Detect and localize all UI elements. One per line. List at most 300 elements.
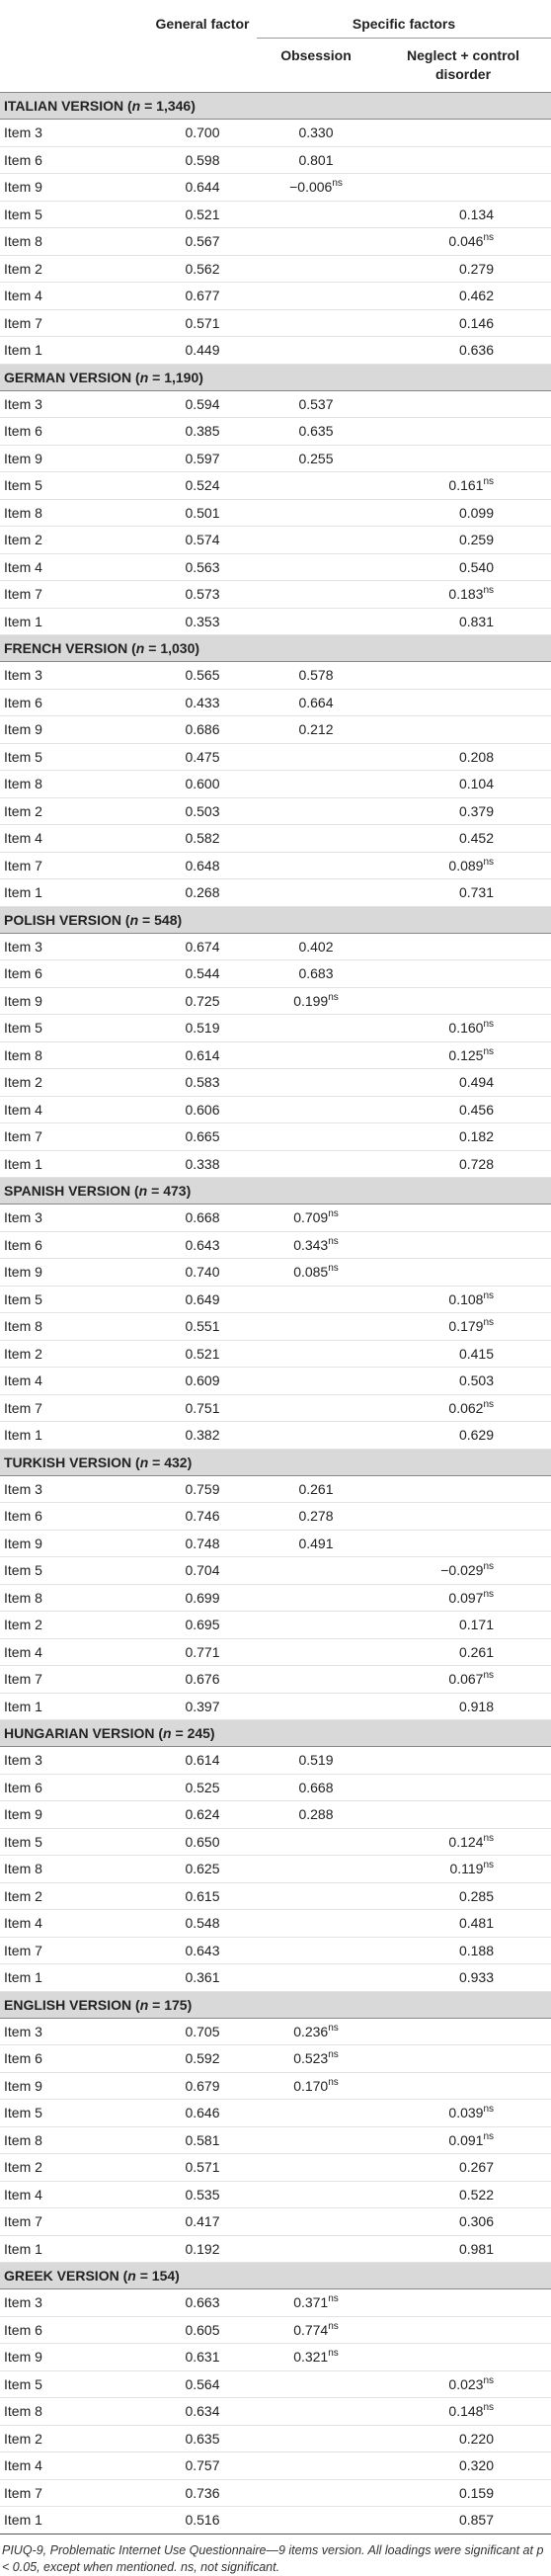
general-loading: [148, 309, 257, 337]
neglect-loading: [375, 1530, 551, 1557]
item-label: [0, 2235, 148, 2263]
table-row: [0, 1313, 551, 1341]
general-loading: [148, 1205, 257, 1232]
section-header-row: [0, 1720, 551, 1747]
section-sample-size: 548: [154, 911, 178, 928]
general-loading-value: 0.571: [185, 2159, 220, 2176]
neglect-loading: [375, 1422, 551, 1450]
item-label: [0, 1964, 148, 1992]
neglect-loading: [375, 1964, 551, 1992]
general-loading: [148, 1394, 257, 1422]
table-row: [0, 2316, 551, 2344]
general-loading: [148, 283, 257, 310]
table-row: [0, 1503, 551, 1531]
table-row: [0, 445, 551, 472]
item-label: [0, 771, 148, 798]
item-label: [0, 527, 148, 554]
obsession-loading: [257, 1828, 375, 1856]
item-label-value: Item 3: [4, 938, 42, 955]
obsession-loading-value: 0.578: [298, 667, 334, 684]
neglect-loading-value: 0.161: [448, 477, 484, 494]
general-loading: [148, 2100, 257, 2127]
obsession-loading-value: 0.523: [293, 2050, 329, 2067]
item-label-value: Item 9: [4, 1535, 42, 1551]
item-label-value: Item 3: [4, 1209, 42, 1226]
item-label-value: Item 6: [4, 1779, 42, 1795]
ns-marker: ns: [328, 1208, 339, 1220]
neglect-loading: [375, 1747, 551, 1775]
table-row: [0, 662, 551, 690]
item-label: [0, 1069, 148, 1097]
neglect-loading-value: 0.188: [458, 1942, 495, 1958]
general-loading-value: 0.563: [185, 558, 220, 575]
general-loading-value: 0.676: [185, 1671, 220, 1688]
table-row: [0, 987, 551, 1015]
table-row: [0, 2126, 551, 2154]
ns-marker: ns: [483, 232, 495, 244]
general-loading-value: 0.353: [185, 613, 220, 629]
item-label: [0, 1882, 148, 1910]
table-row: [0, 1286, 551, 1313]
ns-marker: ns: [483, 2104, 495, 2116]
item-label: [0, 716, 148, 744]
obsession-loading-value: 0.537: [298, 395, 334, 412]
neglect-loading-value: 0.091: [448, 2131, 484, 2148]
table-row: [0, 1638, 551, 1666]
section-header-row: [0, 2263, 551, 2289]
item-label-value: Item 4: [4, 2186, 42, 2202]
item-label: [0, 743, 148, 771]
table-row: [0, 1693, 551, 1720]
general-loading: [148, 553, 257, 581]
neglect-loading: [375, 1286, 551, 1313]
general-loading-value: 0.625: [185, 1861, 220, 1877]
general-loading-value: 0.475: [185, 748, 220, 765]
item-label: [0, 337, 148, 365]
item-label-value: Item 8: [4, 233, 42, 250]
general-loading-value: 0.524: [185, 477, 220, 494]
neglect-loading: [375, 390, 551, 418]
item-label: [0, 825, 148, 853]
item-label: [0, 146, 148, 174]
neglect-loading-value: 0.046: [448, 233, 484, 250]
neglect-loading: [375, 283, 551, 310]
item-label: [0, 283, 148, 310]
ns-marker: ns: [328, 991, 339, 1003]
item-label: [0, 2045, 148, 2073]
item-label-value: Item 6: [4, 965, 42, 982]
item-label-value: Item 4: [4, 1915, 42, 1932]
general-loading-value: 0.519: [185, 1020, 220, 1037]
general-loading-value: 0.564: [185, 2375, 220, 2392]
general-loading-value: 0.582: [185, 830, 220, 847]
item-label-value: Item 2: [4, 260, 42, 277]
item-label: [0, 1856, 148, 1883]
general-loading-value: 0.562: [185, 260, 220, 277]
table-row: [0, 2100, 551, 2127]
obsession-loading: [257, 146, 375, 174]
table-row: [0, 2181, 551, 2208]
general-loading: [148, 608, 257, 635]
general-loading-value: 0.574: [185, 532, 220, 548]
neglect-loading-value: 0.857: [458, 2512, 495, 2529]
section-name: GREEK VERSION: [4, 2268, 119, 2284]
general-loading-value: 0.433: [185, 694, 220, 710]
item-label-value: Item 6: [4, 423, 42, 440]
item-label-value: Item 2: [4, 1887, 42, 1904]
obsession-loading: [257, 689, 375, 716]
item-label: [0, 1584, 148, 1612]
item-label-value: Item 8: [4, 1861, 42, 1877]
general-loading-value: 0.695: [185, 1617, 220, 1633]
obsession-loading: [257, 1638, 375, 1666]
table-footnote: PIUQ-9, Problematic Internet Use Questionnaire—9 items version. All loadings were significant at p < 0.05, except when mentioned. ns, not significant.: [2, 2542, 544, 2574]
obsession-loading: [257, 2452, 375, 2480]
general-loading: [148, 1286, 257, 1313]
obsession-loading: [257, 2316, 375, 2344]
general-loading-value: 0.598: [185, 151, 220, 168]
item-label-value: Item 1: [4, 1427, 42, 1444]
table-row: [0, 1096, 551, 1123]
table-row: [0, 2344, 551, 2371]
neglect-loading: [375, 1150, 551, 1178]
general-loading: [148, 1584, 257, 1612]
item-label-value: Item 3: [4, 125, 42, 141]
general-loading: [148, 1693, 257, 1720]
item-label: [0, 852, 148, 879]
neglect-loading: [375, 2181, 551, 2208]
section-sample-size: 1,346: [156, 98, 192, 114]
neglect-loading-value: 0.125: [448, 1046, 484, 1063]
general-loading-value: 0.417: [185, 2213, 220, 2230]
item-label-value: Item 9: [4, 450, 42, 466]
table-row: [0, 1937, 551, 1964]
general-loading: [148, 2370, 257, 2398]
general-loading-value: 0.609: [185, 1372, 220, 1389]
obsession-loading: [257, 1313, 375, 1341]
obsession-loading: [257, 2018, 375, 2045]
table-row: [0, 2398, 551, 2426]
item-label-value: Item 8: [4, 1589, 42, 1606]
general-loading-value: 0.757: [185, 2457, 220, 2474]
item-label-value: Item 8: [4, 2131, 42, 2148]
neglect-loading: [375, 1856, 551, 1883]
general-loading-value: 0.677: [185, 288, 220, 304]
general-loading: [148, 825, 257, 853]
neglect-loading: [375, 472, 551, 500]
ns-marker: ns: [328, 2293, 339, 2305]
obsession-loading: [257, 716, 375, 744]
obsession-loading: [257, 960, 375, 988]
general-loading: [148, 1828, 257, 1856]
table-row: [0, 2235, 551, 2263]
general-loading-value: 0.382: [185, 1427, 220, 1444]
item-label: [0, 228, 148, 256]
ns-marker: ns: [483, 1860, 495, 1871]
general-loading: [148, 1422, 257, 1450]
table-row: [0, 2507, 551, 2534]
neglect-loading-value: 0.285: [458, 1887, 495, 1904]
item-label-value: Item 3: [4, 2294, 42, 2311]
neglect-loading-value: 0.124: [448, 1833, 484, 1850]
neglect-loading-value: 0.731: [458, 884, 495, 901]
obsession-loading: [257, 2045, 375, 2073]
general-loading: [148, 418, 257, 446]
obsession-loading: [257, 1584, 375, 1612]
neglect-loading: [375, 201, 551, 228]
neglect-loading-value: 0.259: [458, 532, 495, 548]
table-row: [0, 418, 551, 446]
general-loading: [148, 716, 257, 744]
general-loading: [148, 689, 257, 716]
section-name: ITALIAN VERSION: [4, 98, 124, 114]
table-row: [0, 472, 551, 500]
neglect-loading: [375, 2425, 551, 2452]
general-loading: [148, 2398, 257, 2426]
item-label-value: Item 7: [4, 586, 42, 603]
obsession-loading-value: 0.801: [298, 151, 334, 168]
neglect-loading-value: 0.728: [458, 1155, 495, 1172]
obsession-loading-value: 0.664: [298, 694, 334, 710]
general-loading-value: 0.521: [185, 1345, 220, 1362]
ns-marker: ns: [328, 2348, 339, 2360]
table-row: [0, 608, 551, 635]
general-loading-value: 0.748: [185, 1535, 220, 1551]
general-loading: [148, 527, 257, 554]
general-loading-value: 0.548: [185, 1915, 220, 1932]
item-label: [0, 1096, 148, 1123]
general-loading: [148, 255, 257, 283]
obsession-loading: [257, 418, 375, 446]
table-row: [0, 1828, 551, 1856]
general-loading: [148, 2452, 257, 2480]
neglect-loading-value: 0.981: [458, 2240, 495, 2257]
general-loading-value: 0.634: [185, 2403, 220, 2420]
neglect-loading: [375, 2072, 551, 2100]
ns-marker: ns: [328, 2320, 339, 2332]
item-label: [0, 1123, 148, 1151]
table-row: [0, 1069, 551, 1097]
general-loading: [148, 337, 257, 365]
item-label-value: Item 5: [4, 206, 42, 222]
table-row: [0, 2045, 551, 2073]
item-label: [0, 1015, 148, 1042]
obsession-loading-value: 0.236: [293, 2023, 329, 2039]
item-label: [0, 2154, 148, 2182]
general-loading: [148, 2045, 257, 2073]
item-label: [0, 2479, 148, 2507]
section-header-row: [0, 1449, 551, 1475]
item-label: [0, 689, 148, 716]
general-loading-value: 0.268: [185, 884, 220, 901]
general-loading: [148, 1069, 257, 1097]
item-label: [0, 255, 148, 283]
neglect-loading: [375, 1910, 551, 1938]
item-label: [0, 2208, 148, 2236]
section-name: HUNGARIAN VERSION: [4, 1725, 155, 1741]
general-loading-value: 0.614: [185, 1752, 220, 1769]
general-loading: [148, 581, 257, 609]
obsession-loading: [257, 662, 375, 690]
ns-marker: ns: [328, 2049, 339, 2061]
neglect-loading: [375, 1882, 551, 1910]
obsession-loading: [257, 581, 375, 609]
table-row: [0, 1041, 551, 1069]
neglect-loading: [375, 1828, 551, 1856]
neglect-loading: [375, 716, 551, 744]
section-title: ENGLISH VERSION (n = 175): [0, 1991, 551, 2018]
obsession-loading: [257, 1422, 375, 1450]
general-loading-value: 0.338: [185, 1155, 220, 1172]
obsession-loading: [257, 2235, 375, 2263]
item-label-value: Item 1: [4, 613, 42, 629]
table-row: [0, 1259, 551, 1287]
obsession-loading: [257, 2100, 375, 2127]
section-header-row: [0, 364, 551, 390]
obsession-loading: [257, 337, 375, 365]
obsession-loading-value: 0.212: [298, 721, 334, 738]
obsession-loading-value: 0.321: [293, 2349, 329, 2366]
section-sample-size: 1,030: [160, 640, 196, 656]
general-loading: [148, 1937, 257, 1964]
general-loading-value: 0.648: [185, 857, 220, 873]
item-label: [0, 1340, 148, 1368]
obsession-loading-value: 0.343: [293, 1236, 329, 1253]
item-label: [0, 581, 148, 609]
neglect-loading: [375, 174, 551, 202]
neglect-loading: [375, 743, 551, 771]
general-loading-value: 0.705: [185, 2023, 220, 2039]
ns-marker: ns: [483, 476, 495, 488]
section-header-row: [0, 635, 551, 662]
section-name: FRENCH VERSION: [4, 640, 128, 656]
general-loading-value: 0.521: [185, 206, 220, 222]
obsession-loading: [257, 1747, 375, 1775]
item-label-value: Item 8: [4, 1046, 42, 1063]
obsession-loading: [257, 2344, 375, 2371]
table-row: [0, 174, 551, 202]
section-sample-size: 175: [164, 1996, 188, 2013]
ns-marker: ns: [483, 856, 495, 868]
neglect-loading-value: 0.183: [448, 586, 484, 603]
item-label-value: Item 2: [4, 1074, 42, 1091]
neglect-loading-value: 0.261: [458, 1643, 495, 1660]
item-label-value: Item 5: [4, 1833, 42, 1850]
general-loading-value: 0.565: [185, 667, 220, 684]
general-loading: [148, 2154, 257, 2182]
neglect-loading: [375, 933, 551, 960]
item-label: [0, 1557, 148, 1585]
section-header-row: [0, 906, 551, 933]
item-label-value: Item 2: [4, 2159, 42, 2176]
ns-marker: ns: [483, 2402, 495, 2414]
item-label: [0, 1368, 148, 1395]
item-label: [0, 1422, 148, 1450]
obsession-loading: [257, 1231, 375, 1259]
item-label-value: Item 9: [4, 1264, 42, 1281]
obsession-loading: [257, 390, 375, 418]
section-name: TURKISH VERSION: [4, 1454, 132, 1470]
header-neglect-control: Neglect + control disorder: [407, 47, 519, 82]
neglect-loading-value: 0.540: [458, 558, 495, 575]
general-loading-value: 0.551: [185, 1318, 220, 1335]
obsession-loading: [257, 1910, 375, 1938]
section-header-row: [0, 1991, 551, 2018]
general-loading: [148, 445, 257, 472]
general-loading: [148, 2181, 257, 2208]
item-label-value: Item 7: [4, 1671, 42, 1688]
item-label: [0, 1910, 148, 1938]
table-row: [0, 797, 551, 825]
item-label-value: Item 5: [4, 1562, 42, 1579]
obsession-loading-value: 0.170: [293, 2077, 329, 2094]
neglect-loading: [375, 689, 551, 716]
table-row: [0, 581, 551, 609]
item-label-value: Item 7: [4, 1399, 42, 1416]
obsession-loading: [257, 1123, 375, 1151]
obsession-loading: [257, 1259, 375, 1287]
neglect-loading-value: 0.099: [458, 504, 495, 521]
item-label-value: Item 7: [4, 2213, 42, 2230]
general-loading: [148, 1530, 257, 1557]
table-row: [0, 527, 551, 554]
general-loading: [148, 987, 257, 1015]
obsession-loading: [257, 472, 375, 500]
neglect-loading-value: 0.119: [449, 1861, 484, 1877]
item-label-value: Item 4: [4, 2457, 42, 2474]
neglect-loading-value: 0.171: [458, 1617, 495, 1633]
neglect-loading-value: 0.062: [448, 1399, 484, 1416]
obsession-loading: [257, 2072, 375, 2100]
general-loading-value: 0.597: [185, 450, 220, 466]
general-loading-value: 0.385: [185, 423, 220, 440]
item-label-value: Item 9: [4, 2077, 42, 2094]
item-label: [0, 608, 148, 635]
neglect-loading: [375, 2045, 551, 2073]
section-title: GERMAN VERSION (n = 1,190): [0, 364, 551, 390]
neglect-loading-value: 0.179: [448, 1318, 484, 1335]
table-row: [0, 1530, 551, 1557]
item-label-value: Item 6: [4, 2050, 42, 2067]
neglect-loading: [375, 879, 551, 907]
header-general-factor: General factor: [155, 16, 250, 32]
general-loading-value: 0.665: [185, 1128, 220, 1145]
general-loading: [148, 1882, 257, 1910]
table-row: [0, 201, 551, 228]
general-loading: [148, 1638, 257, 1666]
item-label-value: Item 9: [4, 2349, 42, 2366]
obsession-loading-value: 0.402: [298, 938, 334, 955]
item-label: [0, 1530, 148, 1557]
obsession-loading: [257, 309, 375, 337]
neglect-loading-value: 0.629: [458, 1427, 495, 1444]
obsession-loading: [257, 1096, 375, 1123]
general-loading-value: 0.192: [185, 2240, 220, 2257]
ns-marker: ns: [483, 2374, 495, 2386]
item-label: [0, 553, 148, 581]
general-loading: [148, 2235, 257, 2263]
table-body: [0, 93, 551, 2534]
item-label: [0, 2344, 148, 2371]
general-loading: [148, 1503, 257, 1531]
neglect-loading-value: 0.023: [448, 2375, 484, 2392]
table-row: [0, 1475, 551, 1503]
obsession-loading: [257, 1069, 375, 1097]
section-name: POLISH VERSION: [4, 911, 122, 928]
general-loading-value: 0.361: [185, 1969, 220, 1986]
obsession-loading-value: 0.491: [298, 1535, 334, 1551]
item-label: [0, 2126, 148, 2154]
